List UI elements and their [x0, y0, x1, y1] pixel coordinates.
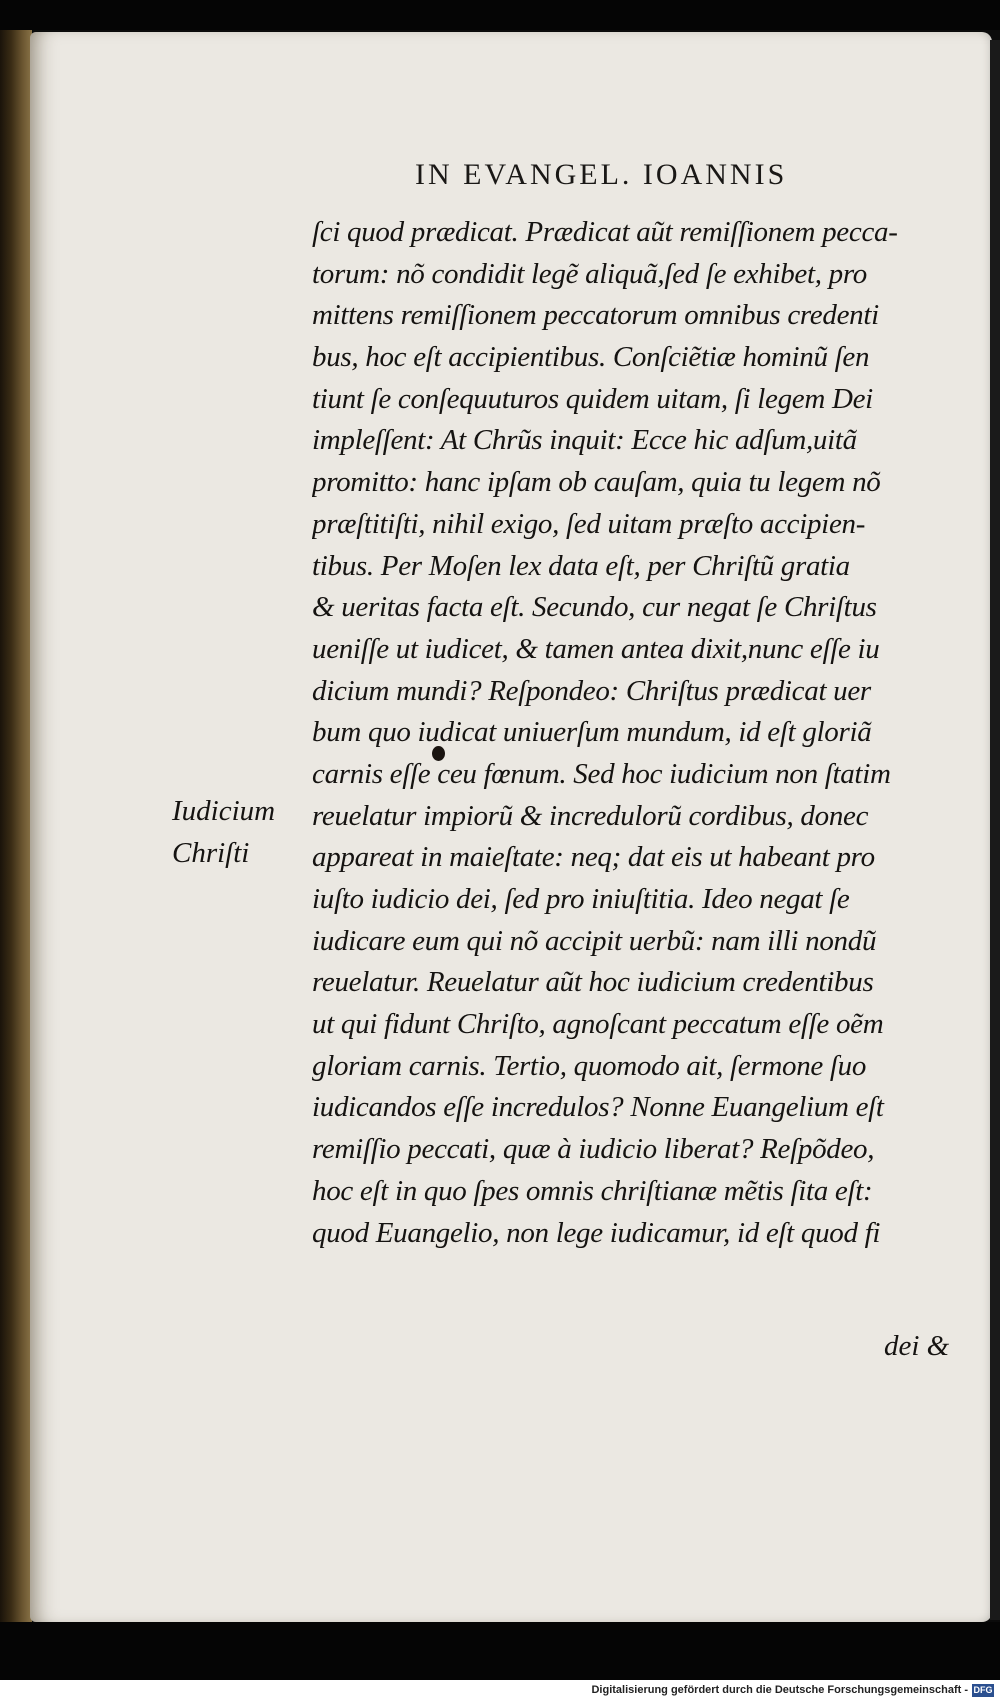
text-line: bus, hoc eſt accipientibus. Conſciẽtiæ hominũ ſen [312, 341, 870, 374]
dfg-logo-icon: DFG [973, 1685, 993, 1695]
text-line: torum: nõ condidit legẽ aliquã,ſed ſe exhibet, pro [312, 257, 867, 290]
text-line: ut qui fidunt Chriſto, agnoſcant peccatum eſſe oẽm [312, 1008, 884, 1041]
bottom-border [0, 1622, 1000, 1680]
text-line: promitto: hanc ipſam ob cauſam, quia tu legem nõ [312, 466, 881, 499]
text-line: impleſſent: At Chrũs inquit: Ecce hic adſum,uitã [312, 424, 857, 457]
text-line: præſtitiſti, nihil exigo, ſed uitam præſto accipien- [312, 507, 866, 540]
text-line: dicium mundi? Reſpondeo: Chriſtus prædicat uer [312, 674, 871, 707]
text-line: gloriam carnis. Tertio, quomodo ait, ſermone ſuo [312, 1049, 867, 1082]
body-text [312, 212, 972, 1254]
marginal-note [172, 790, 302, 874]
text-line: remiſſio peccati, quæ à iudicio liberat? Reſpõdeo, [312, 1133, 875, 1166]
text-line: ueniſſe ut iudicet, & tamen antea dixit,nunc eſſe iu [312, 632, 880, 665]
text-line: bum quo iudicat uniuerſum mundum, id eſt gloriã [312, 716, 872, 749]
text-line: & ueritas facta eſt. Secundo, cur negat ſe Chriſtus [312, 591, 877, 624]
text-line: iudicare eum qui nõ accipit uerbũ: nam illi nondũ [312, 924, 877, 957]
text-line: tibus. Per Moſen lex data eſt, per Chriſtũ gratia [312, 549, 850, 582]
text-line: ſci quod prædicat. Prædicat aũt remiſſionem pecca- [312, 216, 898, 248]
top-border [0, 0, 1000, 30]
running-head: IN EVANGEL. IOANNIS [415, 158, 788, 191]
marginal-note-line: Chriſti [172, 837, 250, 869]
page-edge [990, 40, 1000, 1620]
text-line: carnis eſſe ceu fœnum. Sed hoc iudicium non ſtatim [312, 757, 891, 790]
text-line: reuelatur impiorũ & incredulorũ cordibus, donec [312, 799, 869, 832]
catchword: dei & [884, 1330, 950, 1362]
text-line: iuſto iudicio dei, ſed pro iniuſtitia. Ideo negat ſe [312, 883, 850, 915]
text-line: hoc eſt in quo ſpes omnis chriſtianæ mẽtis ſita eſt: [312, 1174, 873, 1207]
marginal-note-line: Iudicium [172, 795, 276, 827]
text-line: tiunt ſe conſequuturos quidem uitam, ſi legem Dei [312, 382, 873, 415]
digitization-credit: Digitalisierung gefördert durch die Deutsche Forschungsgemeinschaft - [591, 1684, 968, 1696]
book-spine [0, 30, 32, 1622]
text-line: quod Euangelio, non lege iudicamur, id eſt quod fi [312, 1216, 881, 1249]
bleed-through-marks [205, 1225, 275, 1295]
text-line: iudicandos eſſe incredulos? Nonne Euangelium eſt [312, 1091, 884, 1124]
text-line: appareat in maieſtate: neq; dat eis ut habeant pro [312, 841, 875, 874]
text-line: mittens remiſſionem peccatorum omnibus credenti [312, 299, 879, 332]
text-line: reuelatur. Reuelatur aũt hoc iudicium credentibus [312, 966, 874, 999]
